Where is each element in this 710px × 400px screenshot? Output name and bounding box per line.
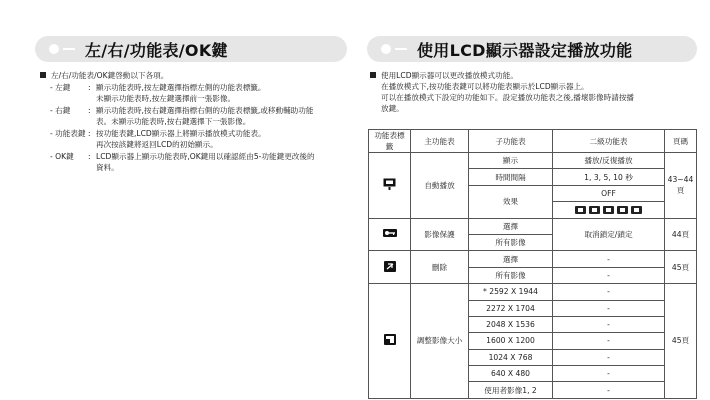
key-desc (96, 105, 350, 127)
key-desc-line: 再次按該鍵將返回LCD的初始顯示。 (96, 140, 218, 149)
resize-size: 2048 X 1536 (469, 316, 553, 332)
delete-main-cell: 刪除 (411, 251, 469, 284)
key-desc-line: 表。未顯示功能表時,按右鍵選擇下一張影像。 (96, 117, 251, 126)
protect-value: 取消鎖定/鎖定 (553, 218, 665, 251)
key-label: - 右鍵 (50, 106, 71, 115)
right-body-line: 可以在播放模式下設定的功能如下。設定播放功能表之後,播壞影像時請按播 (381, 93, 635, 102)
key-colon: : (88, 129, 91, 138)
right-section-title: 使用LCD顯示器設定播放功能 (417, 40, 633, 60)
key-desc (96, 82, 350, 104)
slideshow-icon (383, 178, 396, 190)
slideshow-effect-off: OFF (553, 185, 665, 201)
square-bullet-icon (40, 72, 46, 78)
table-row (369, 284, 697, 300)
slideshow-sub-interval: 時間間隔 (469, 169, 553, 185)
key-colon: : (88, 152, 91, 161)
left-intro-text: 左/右/功能表/OK鍵啓動以下各項。 (51, 71, 169, 80)
delete-tab-cell (369, 251, 411, 284)
effect-4-icon (617, 206, 628, 214)
protect-sub-all: 所有影像 (469, 234, 553, 250)
effect-2-icon (589, 206, 600, 214)
slideshow-main-cell: 自動播放 (411, 153, 469, 219)
delete-value: - (553, 251, 665, 267)
slideshow-interval-value: 1, 3, 5, 10 秒 (553, 169, 665, 185)
effect-5-icon (631, 206, 642, 214)
key-desc-line: 資料。 (96, 163, 119, 172)
right-section-header (367, 36, 697, 62)
slideshow-sub-play: 顯示 (469, 153, 553, 169)
resize-main-cell: 調整影像大小 (411, 284, 469, 399)
bullet-dot-icon (381, 44, 391, 54)
effect-1-icon (575, 206, 586, 214)
slideshow-page: 43~44 頁 (665, 153, 697, 219)
resize-size: 1024 X 768 (469, 349, 553, 365)
slideshow-play-value: 播放/反復播放 (553, 153, 665, 169)
key-colon: : (88, 106, 91, 115)
key-desc-line: LCD顯示器上顯示功能表時,OK鍵用以確認經由5-功能鍵更改後的 (96, 152, 315, 161)
left-section-title: 左/右/功能表/OK鍵 (85, 40, 228, 60)
header-main-menu: 主功能表 (411, 130, 469, 153)
bullet-dot-icon (49, 44, 59, 54)
resize-value: - (553, 349, 665, 365)
key-desc (96, 128, 350, 150)
playback-function-table (368, 129, 697, 399)
right-column (370, 70, 700, 114)
key-description-ok (40, 151, 350, 173)
resize-size: 使用者影像1, 2 (469, 382, 553, 398)
resize-value: - (553, 316, 665, 332)
right-intro-text: 使用LCD顯示器可以更改播放模式功能。 (381, 71, 518, 80)
resize-size: 640 X 480 (469, 366, 553, 382)
effect-3-icon (603, 206, 614, 214)
protect-tab-cell (369, 218, 411, 251)
bullet-line-icon (395, 48, 407, 50)
header-secondary-menu: 二級功能表 (553, 130, 665, 153)
table-row (369, 251, 697, 267)
header-sub-menu: 子功能表 (469, 130, 553, 153)
key-description-menu (40, 128, 350, 150)
protect-key-icon (383, 229, 397, 237)
protect-sub-select: 選擇 (469, 218, 553, 234)
slideshow-sub-effect: 效果 (469, 185, 553, 218)
right-body-line: 放鍵。 (381, 104, 404, 113)
slideshow-tab-cell (369, 153, 411, 219)
right-intro (370, 70, 700, 81)
slideshow-effect-icons-cell (553, 202, 665, 218)
resize-size: 1600 X 1200 (469, 333, 553, 349)
delete-icon (384, 261, 396, 272)
resize-value: - (553, 333, 665, 349)
resize-tab-cell (369, 284, 411, 399)
resize-value: - (553, 382, 665, 398)
key-label: - 功能表鍵 (50, 129, 86, 138)
left-intro (40, 70, 350, 81)
delete-page: 45頁 (665, 251, 697, 284)
effect-icons (555, 206, 662, 214)
resize-value: - (553, 366, 665, 382)
right-body-line: 在播放模式下,按功能表鍵可以將功能表顯示於LCD顯示器上。 (381, 82, 589, 91)
key-description-left (40, 82, 350, 104)
resize-value: - (553, 284, 665, 300)
left-section-header (35, 36, 347, 62)
protect-page: 44頁 (665, 218, 697, 251)
square-bullet-icon (370, 72, 376, 78)
resize-size: 2272 X 1704 (469, 300, 553, 316)
header-menu-tab: 功能表標籤 (369, 130, 411, 153)
delete-value: - (553, 267, 665, 283)
left-column (40, 70, 350, 173)
resize-size: * 2592 X 1944 (469, 284, 553, 300)
key-desc-line: 顯示功能表時,按右鍵選擇指標右側的功能表標籤,或移動輔助功能 (96, 106, 314, 115)
table-row (369, 153, 697, 169)
table-header-row (369, 130, 697, 153)
key-desc-line: 未顯示功能表時,按左鍵選擇前一張影像。 (96, 94, 236, 103)
resize-icon (384, 334, 396, 345)
key-colon: : (88, 83, 91, 92)
key-desc-line: 顯示功能表時,按左鍵選擇指標左側的功能表標籤。 (96, 83, 266, 92)
table-row (369, 218, 697, 234)
header-page: 頁碼 (665, 130, 697, 153)
resize-value: - (553, 300, 665, 316)
key-label: - 左鍵 (50, 83, 71, 92)
protect-main-cell: 影像保護 (411, 218, 469, 251)
delete-sub-all: 所有影像 (469, 267, 553, 283)
bullet-line-icon (63, 48, 75, 50)
resize-page: 45頁 (665, 284, 697, 399)
key-desc (96, 151, 350, 173)
key-label: - OK鍵 (50, 152, 74, 161)
key-description-right (40, 105, 350, 127)
key-desc-line: 按功能表鍵,LCD顯示器上將顯示播放模式功能表。 (96, 129, 266, 138)
delete-sub-select: 選擇 (469, 251, 553, 267)
